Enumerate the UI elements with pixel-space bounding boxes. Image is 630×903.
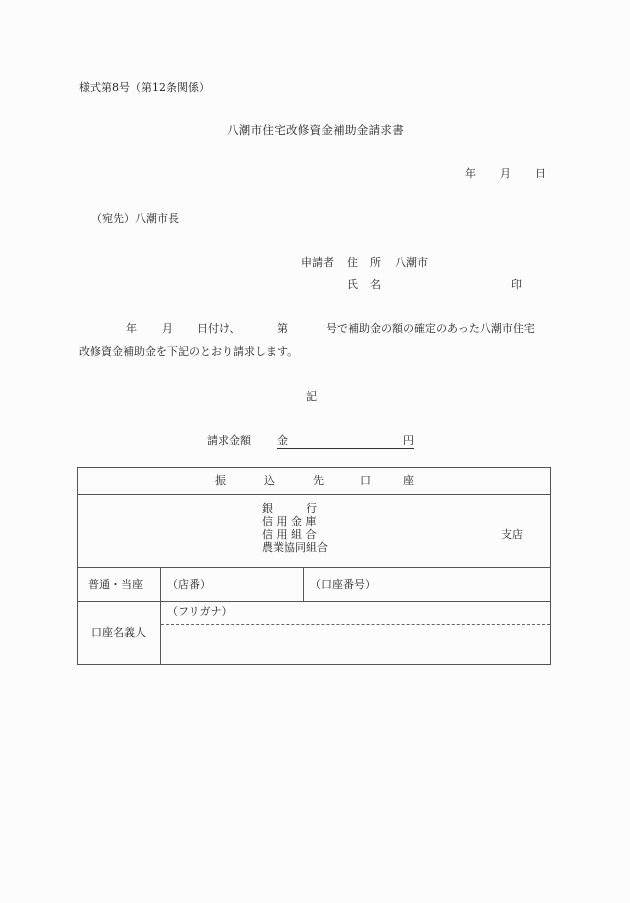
body-day-suffix: 日付け、	[197, 322, 241, 335]
table-divider	[303, 567, 304, 601]
account-holder-name-cell[interactable]	[161, 626, 550, 664]
document-title: 八潮市住宅改修資金補助金請求書	[227, 123, 404, 137]
date-day-label: 日	[535, 167, 546, 180]
address-label-1: 住	[347, 256, 358, 269]
name-label-2: 名	[370, 278, 381, 291]
addressee: （宛先）八潮市長	[91, 212, 179, 225]
table-divider	[78, 567, 550, 568]
amount-label: 請求金額	[207, 434, 251, 447]
date-year-label: 年	[465, 167, 476, 180]
body-line1-rest: 号で補助金の額の確定のあった八潮市住宅	[326, 322, 535, 335]
date-month-label: 月	[500, 167, 511, 180]
institution-ja: 農業協同組合	[262, 541, 328, 554]
ki-heading: 記	[306, 390, 317, 403]
applicant-label: 申請者	[301, 256, 334, 269]
institution-bank: 銀 行	[262, 502, 317, 515]
header-char: 込	[264, 474, 275, 487]
furigana-divider	[161, 624, 550, 625]
amount-field[interactable]	[277, 434, 414, 449]
body-dai: 第	[277, 322, 288, 335]
institution-credit-union: 信 用 組 合	[262, 528, 317, 541]
furigana-label: （フリガナ）	[167, 605, 233, 618]
header-char: 座	[403, 474, 414, 487]
account-number-label: （口座番号）	[310, 578, 376, 591]
branch-number-label: （店番）	[167, 578, 211, 591]
header-char: 先	[313, 474, 324, 487]
table-divider	[78, 494, 550, 495]
form-number: 様式第8号（第12条関係）	[79, 81, 210, 94]
amount-prefix: 金	[277, 434, 288, 447]
amount-suffix: 円	[403, 434, 414, 447]
account-holder-label: 口座名義人	[91, 626, 146, 639]
table-divider	[78, 601, 550, 602]
bank-account-table	[77, 467, 551, 665]
seal-mark: 印	[511, 278, 522, 291]
address-label-2: 所	[370, 256, 381, 269]
institution-shinkin: 信 用 金 庫	[262, 515, 317, 528]
address-value: 八潮市	[395, 256, 428, 269]
header-char: 口	[360, 474, 371, 487]
header-char: 振	[215, 474, 226, 487]
name-label-1: 氏	[347, 278, 358, 291]
branch-label: 支店	[501, 528, 523, 541]
body-year: 年	[126, 322, 137, 335]
body-month: 月	[162, 322, 173, 335]
account-type-label: 普通・当座	[88, 578, 143, 591]
body-line2: 改修資金補助金を下記のとおり請求します。	[79, 345, 299, 358]
